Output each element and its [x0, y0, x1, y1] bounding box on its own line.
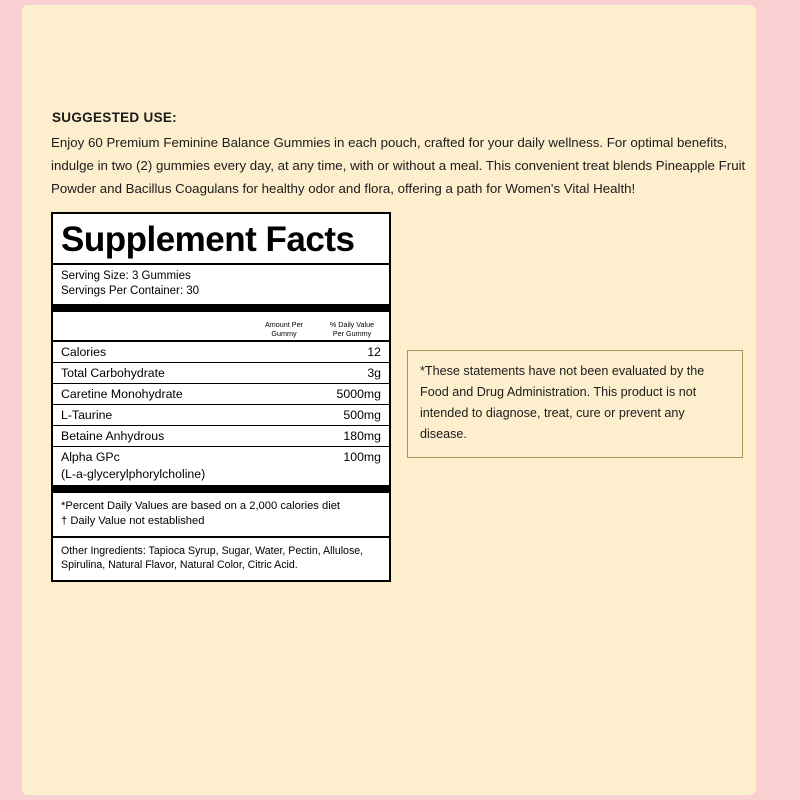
table-row [53, 342, 389, 363]
serving-divider [53, 304, 389, 312]
nutrient-name: Betaine Anhydrous [61, 428, 165, 443]
nutrient-name: Alpha GPc [61, 449, 120, 464]
daily-value-header: % Daily Value Per Gummy [329, 319, 375, 338]
amount-per-gummy-header: Amount Per Gummy [265, 319, 303, 338]
supplement-facts-title: Supplement Facts [61, 220, 355, 259]
suggested-use-body: Enjoy 60 Premium Feminine Balance Gummies in each pouch, crafted for your daily wellness. For optimal benefits, indulge in two (2) gummies every day, at any time, with or without a meal. This convenient treat blends Pineapple Fruit Powder and Bacillus Coagulans for healthy odor and flora, offering a path for Women's Vital Health! [51, 135, 746, 196]
serving-size: Serving Size: 3 Gummies [61, 269, 191, 282]
footnote-daily-values: *Percent Daily Values are based on a 2,000 calories diet [61, 499, 341, 512]
nutrient-amount: 500mg [343, 407, 381, 422]
nutrient-column-headers [53, 312, 389, 340]
nutrient-subtext: (L-a-glycerylphorylcholine) [53, 467, 389, 493]
nutrient-name: Total Carbohydrate [61, 365, 165, 380]
nutrient-amount: 5000mg [336, 386, 381, 401]
nutrient-name: Caretine Monohydrate [61, 386, 183, 401]
nutrient-amount: 12 [367, 344, 381, 359]
footnote-not-established: † Daily Value not established [61, 514, 205, 527]
suggested-use-heading: SUGGESTED USE: [52, 110, 177, 125]
nutrient-amount: 100mg [343, 449, 381, 464]
fda-disclaimer: *These statements have not been evaluated by the Food and Drug Administration. This product is not intended to diagnose, treat, cure or prevent any disease. [407, 350, 743, 458]
table-row [53, 363, 389, 384]
other-ingredients: Other Ingredients: Tapioca Syrup, Sugar, Water, Pectin, Allulose, Spirulina, Natural Flavor, Natural Color, Citric Acid. [61, 544, 364, 571]
nutrient-name: Calories [61, 344, 107, 359]
table-row [53, 447, 389, 467]
supplement-facts-panel [51, 212, 391, 582]
servings-per-container: Servings Per Container: 30 [61, 284, 200, 297]
nutrient-name: L-Taurine [61, 407, 113, 422]
nutrient-amount: 3g [367, 365, 381, 380]
table-row [53, 405, 389, 426]
footnotes [53, 493, 389, 538]
table-row [53, 384, 389, 405]
nutrient-amount: 180mg [343, 428, 381, 443]
serving-info [53, 265, 389, 304]
table-row [53, 426, 389, 447]
